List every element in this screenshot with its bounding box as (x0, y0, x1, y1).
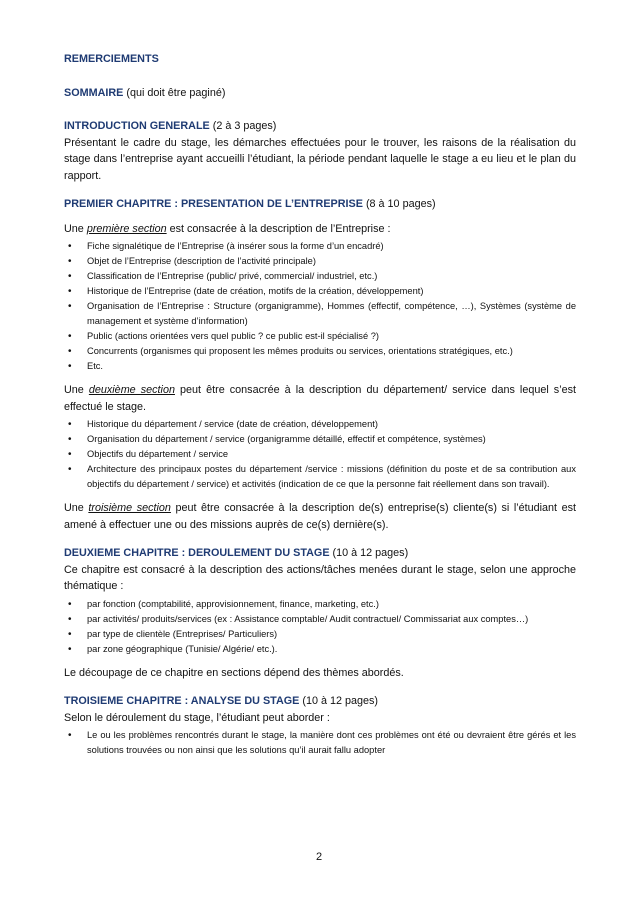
list-item: • par activités/ produits/services (ex : Assistance comptable/ Audit contractuel/ Commissariat aux comptes…) (68, 613, 529, 625)
chap1-title: PREMIER CHAPITRE : PRESENTATION DE L’ENTREPRISE (64, 198, 363, 210)
list-item: • par fonction (comptabilité, approvisionnement, finance, marketing, etc.) (68, 598, 379, 610)
chap1-section2-list (64, 417, 576, 492)
list-item: • Organisation de l’Entreprise : Structure (organigramme), Hommes (effectif, compétence, …), Systèmes (système de management et système d’information) (68, 301, 576, 326)
chap1-section3-intro: Une troisième section peut être consacrée à la description de(s) entreprise(s) cliente(s) si l’étudiant est amené à effectuer une ou des missions auprès de ce(s) dernière(s). (64, 502, 576, 531)
list-item: • Public (actions orientées vers quel public ? ce public est-il spécialisé ?) (68, 331, 379, 342)
section3-emphasis: troisième section (88, 502, 171, 514)
chap1-section1-intro: Une première section est consacrée à la description de l’Entreprise : (64, 222, 391, 235)
chap1-section2-intro: Une deuxième section peut être consacrée à la description du département/ service dans lequel s’est effectué le stage. (64, 384, 577, 413)
list-item: • par type de clientèle (Entreprises/ Particuliers) (68, 628, 278, 640)
chap3-list (64, 728, 576, 758)
heading-chap3 (64, 693, 576, 710)
chap1-section1-list (64, 239, 576, 374)
list-item: • Organisation du département / service (organigramme détaillé, effectif et compétence, systèmes) (68, 434, 486, 445)
introduction-title: INTRODUCTION GENERALE (64, 120, 210, 132)
heading-chap1 (64, 196, 576, 213)
chap2-closing: Le découpage de ce chapitre en sections dépend des thèmes abordés. (64, 666, 404, 679)
heading-sommaire (64, 85, 576, 102)
list-item: • Fiche signalétique de l’Entreprise (à insérer sous la forme d’un encadré) (68, 241, 384, 252)
chap3-title: TROISIEME CHAPITRE : ANALYSE DU STAGE (64, 695, 300, 707)
heading-chap2 (64, 545, 576, 562)
introduction-note: (2 à 3 pages) (212, 120, 277, 132)
list-item: • Le ou les problèmes rencontrés durant le stage, la manière dont ces problèmes ont été ou devraient être gérés et les solutions trouvées ou non ainsi que les solutions qu’il aurait fallu adopter (68, 730, 576, 755)
chap3-text: Selon le déroulement du stage, l’étudiant peut aborder : (64, 711, 330, 724)
chap2-list (64, 597, 576, 657)
section1-emphasis: première section (86, 222, 167, 235)
list-item: • Architecture des principaux postes du département /service : missions (définition du poste et de sa contribution aux objectifs du département / service) et activités (indication de ce que la personne fait réellement dans son travail). (68, 464, 576, 489)
page-number: 2 (315, 851, 323, 863)
list-item: • Objet de l’Entreprise (description de l’activité principale) (68, 256, 316, 267)
chap2-note: (10 à 12 pages) (332, 547, 409, 559)
list-item: • Concurrents (organismes qui proposent les mêmes produits ou services, orientations stratégiques, etc.) (68, 346, 513, 357)
list-item: • Etc. (68, 361, 104, 372)
sommaire-note: (qui doit être paginé) (126, 86, 226, 99)
heading-remerciements: REMERCIEMENTS (64, 53, 159, 65)
list-item: • Classification de l’Entreprise (public/ privé, commercial/ industriel, etc.) (68, 271, 378, 282)
chap2-title: DEUXIEME CHAPITRE : DEROULEMENT DU STAGE (64, 547, 330, 559)
list-item: • Historique du département / service (date de création, développement) (68, 419, 378, 430)
heading-introduction (64, 118, 576, 135)
chap3-note: (10 à 12 pages) (302, 695, 378, 707)
section2-emphasis: deuxième section (88, 384, 175, 396)
chap2-text: Ce chapitre est consacré à la description des actions/tâches menées durant le stage, selon une approche thématique : (64, 563, 576, 592)
list-item: • Historique de l’Entreprise (date de création, motifs de la création, développement) (68, 286, 424, 297)
introduction-text: Présentant le cadre du stage, les démarches effectuées pour le trouver, les raisons de la réalisation du stage dans l’entreprise ayant accueilli l’étudiant, la période pendant laquelle le stage a eu lieu et le plan du rapport. (64, 136, 576, 182)
chap1-note: (8 à 10 pages) (365, 198, 436, 210)
list-item: • Objectifs du département / service (68, 449, 229, 460)
list-item: • par zone géographique (Tunisie/ Algérie/ etc.). (68, 643, 278, 655)
sommaire-title: SOMMAIRE (64, 86, 124, 99)
page-content (64, 51, 576, 758)
